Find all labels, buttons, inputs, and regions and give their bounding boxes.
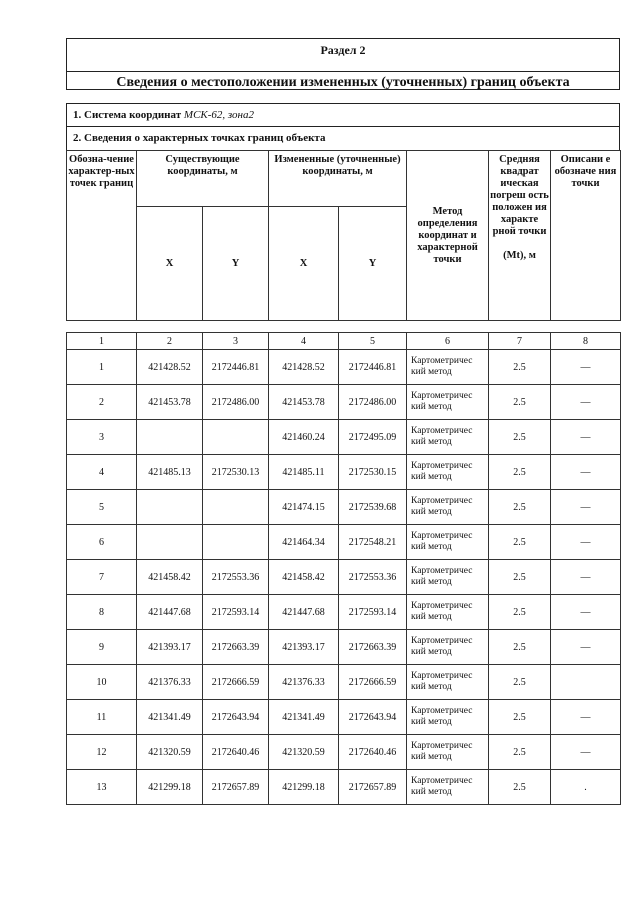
changed-y: 2172643.94 (339, 700, 407, 735)
changed-y: 2172446.81 (339, 350, 407, 385)
error-value: 2.5 (489, 630, 551, 665)
method: Картометричес кий метод (407, 665, 489, 700)
point-number: 12 (67, 735, 137, 770)
table-row (67, 385, 621, 420)
col-number: 3 (203, 333, 269, 350)
changed-y: 2172548.21 (339, 525, 407, 560)
existing-y (203, 490, 269, 525)
error-value: 2.5 (489, 490, 551, 525)
table-row (67, 770, 621, 805)
point-description: — (551, 700, 621, 735)
existing-y: 2172593.14 (203, 595, 269, 630)
point-description: — (551, 735, 621, 770)
point-number: 13 (67, 770, 137, 805)
changed-y: 2172539.68 (339, 490, 407, 525)
header-existing-coords: Существующие координаты, м (137, 151, 269, 207)
coord-system-value: МСК-62, зона2 (183, 109, 254, 121)
error-value: 2.5 (489, 735, 551, 770)
point-number: 9 (67, 630, 137, 665)
existing-x: 421453.78 (137, 385, 203, 420)
error-value: 2.5 (489, 595, 551, 630)
existing-y: 2172553.36 (203, 560, 269, 595)
existing-x: 421428.52 (137, 350, 203, 385)
error-value: 2.5 (489, 350, 551, 385)
col-number: 4 (269, 333, 339, 350)
changed-y: 2172593.14 (339, 595, 407, 630)
title-block (66, 38, 620, 90)
existing-x: 421485.13 (137, 455, 203, 490)
existing-y: 2172486.00 (203, 385, 269, 420)
error-value: 2.5 (489, 420, 551, 455)
header-description: Описани е обозначе ния точки (551, 151, 621, 321)
col-number: 2 (137, 333, 203, 350)
existing-x (137, 490, 203, 525)
section-title: Раздел 2 (320, 43, 366, 57)
points-section-row (66, 127, 620, 151)
changed-y: 2172666.59 (339, 665, 407, 700)
method: Картометричес кий метод (407, 420, 489, 455)
table-row (67, 420, 621, 455)
method: Картометричес кий метод (407, 770, 489, 805)
point-number: 8 (67, 595, 137, 630)
point-number: 6 (67, 525, 137, 560)
method: Картометричес кий метод (407, 595, 489, 630)
changed-x: 421474.15 (269, 490, 339, 525)
point-description: — (551, 525, 621, 560)
changed-x: 421485.11 (269, 455, 339, 490)
table-row (67, 630, 621, 665)
changed-x: 421464.34 (269, 525, 339, 560)
existing-x: 421299.18 (137, 770, 203, 805)
header-table (66, 150, 621, 321)
coord-system-row (66, 103, 620, 127)
existing-y: 2172663.39 (203, 630, 269, 665)
point-number: 1 (67, 350, 137, 385)
changed-x: 421341.49 (269, 700, 339, 735)
point-description: — (551, 455, 621, 490)
header-error (489, 151, 551, 321)
method: Картометричес кий метод (407, 525, 489, 560)
changed-x: 421447.68 (269, 595, 339, 630)
existing-y: 2172446.81 (203, 350, 269, 385)
existing-x: 421393.17 (137, 630, 203, 665)
existing-x: 421341.49 (137, 700, 203, 735)
header-existing-x: X (137, 207, 203, 321)
header-changed-y: Y (339, 207, 407, 321)
method: Картометричес кий метод (407, 350, 489, 385)
table-row (67, 350, 621, 385)
table-row (67, 595, 621, 630)
changed-x: 421458.42 (269, 560, 339, 595)
existing-x: 421458.42 (137, 560, 203, 595)
table-row (67, 560, 621, 595)
header-error-unit: (Mt), м (503, 250, 536, 261)
table-row (67, 700, 621, 735)
header-changed-coords: Измененные (уточненные) координаты, м (269, 151, 407, 207)
point-description: — (551, 595, 621, 630)
col-number: 5 (339, 333, 407, 350)
point-number: 3 (67, 420, 137, 455)
existing-y (203, 525, 269, 560)
existing-x: 421376.33 (137, 665, 203, 700)
table-row (67, 525, 621, 560)
point-description: — (551, 385, 621, 420)
changed-x: 421453.78 (269, 385, 339, 420)
existing-x: 421320.59 (137, 735, 203, 770)
points-table (66, 332, 621, 805)
existing-x (137, 420, 203, 455)
error-value: 2.5 (489, 665, 551, 700)
column-number-row (67, 333, 621, 350)
existing-y (203, 420, 269, 455)
existing-y: 2172640.46 (203, 735, 269, 770)
changed-x: 421393.17 (269, 630, 339, 665)
changed-x: 421376.33 (269, 665, 339, 700)
method: Картометричес кий метод (407, 560, 489, 595)
changed-y: 2172663.39 (339, 630, 407, 665)
table-row (67, 665, 621, 700)
header-changed-x: X (269, 207, 339, 321)
error-value: 2.5 (489, 455, 551, 490)
changed-y: 2172640.46 (339, 735, 407, 770)
changed-y: 2172530.15 (339, 455, 407, 490)
point-number: 2 (67, 385, 137, 420)
method: Картометричес кий метод (407, 735, 489, 770)
table-row (67, 490, 621, 525)
changed-y: 2172657.89 (339, 770, 407, 805)
point-number: 7 (67, 560, 137, 595)
changed-x: 421299.18 (269, 770, 339, 805)
method: Картометричес кий метод (407, 455, 489, 490)
point-number: 11 (67, 700, 137, 735)
col-number: 6 (407, 333, 489, 350)
col-number: 1 (67, 333, 137, 350)
changed-x: 421460.24 (269, 420, 339, 455)
point-number: 5 (67, 490, 137, 525)
points-section-label: 2. Сведения о характерных точках границ объекта (73, 132, 326, 144)
existing-y: 2172643.94 (203, 700, 269, 735)
existing-y: 2172666.59 (203, 665, 269, 700)
existing-y: 2172530.13 (203, 455, 269, 490)
changed-y: 2172495.09 (339, 420, 407, 455)
changed-y: 2172486.00 (339, 385, 407, 420)
changed-y: 2172553.36 (339, 560, 407, 595)
point-description (551, 665, 621, 700)
point-number: 4 (67, 455, 137, 490)
header-existing-y: Y (203, 207, 269, 321)
error-value: 2.5 (489, 560, 551, 595)
method: Картометричес кий метод (407, 630, 489, 665)
col-number: 8 (551, 333, 621, 350)
point-description: — (551, 630, 621, 665)
header-error-text: Средняя квадрат ическая погреш ость положен ия характе рной точки (490, 154, 549, 237)
point-description: — (551, 420, 621, 455)
point-description: . (551, 770, 621, 805)
section-subtitle: Сведения о местоположении измененных (уточненных) границ объекта (116, 75, 570, 90)
point-description: — (551, 560, 621, 595)
method: Картометричес кий метод (407, 490, 489, 525)
point-description: — (551, 350, 621, 385)
error-value: 2.5 (489, 700, 551, 735)
table-row (67, 455, 621, 490)
header-point-designation: Обозна-чение характер-ных точек границ (67, 151, 137, 321)
col-number: 7 (489, 333, 551, 350)
error-value: 2.5 (489, 770, 551, 805)
header-method: Метод определения координат и характерной точки (407, 151, 489, 321)
method: Картометричес кий метод (407, 385, 489, 420)
existing-x (137, 525, 203, 560)
point-number: 10 (67, 665, 137, 700)
existing-y: 2172657.89 (203, 770, 269, 805)
changed-x: 421320.59 (269, 735, 339, 770)
method: Картометричес кий метод (407, 700, 489, 735)
point-description: — (551, 490, 621, 525)
error-value: 2.5 (489, 525, 551, 560)
changed-x: 421428.52 (269, 350, 339, 385)
coord-system-label: 1. Система координат (73, 109, 182, 121)
table-row (67, 735, 621, 770)
error-value: 2.5 (489, 385, 551, 420)
existing-x: 421447.68 (137, 595, 203, 630)
